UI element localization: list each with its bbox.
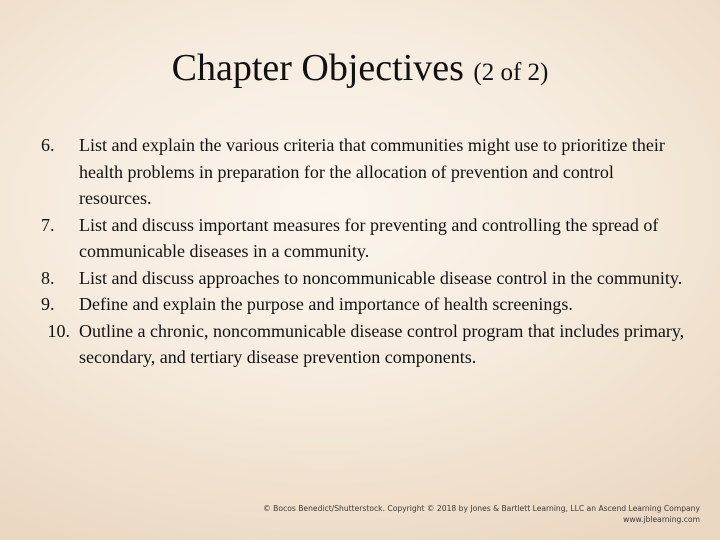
title-main: Chapter Objectives <box>171 47 464 89</box>
website-link[interactable]: www.jblearning.com <box>623 514 700 524</box>
objective-item <box>40 132 690 212</box>
objective-number: 6. <box>41 135 55 155</box>
objective-text: List and discuss important measures for preventing and controlling the spread of communicable diseases in a community. <box>79 214 659 261</box>
objective-number: 9. <box>41 294 55 314</box>
objective-text: List and explain the various criteria that communities might use to prioritize their health problems in preparation for the allocation of prevention and control resources. <box>79 135 665 208</box>
objective-item <box>40 291 690 318</box>
title-subtitle: (2 of 2) <box>473 59 549 86</box>
objective-number: 8. <box>41 267 55 288</box>
objective-number: 10. <box>47 320 70 341</box>
copyright-text: © Bocos Benedict/Shutterstock. Copyright © 2018 by Jones & Bartlett Learning, LLC an Ascend Learning Company <box>263 504 700 513</box>
objective-item <box>40 212 690 265</box>
objective-item <box>40 265 690 292</box>
objective-text: Define and explain the purpose and importance of health screenings. <box>79 294 573 314</box>
objectives-list <box>40 132 690 371</box>
page-title <box>0 44 720 97</box>
objective-text: Outline a chronic, noncommunicable disease control program that includes primary, secondary, and tertiary disease prevention components. <box>79 320 685 367</box>
objective-text: List and discuss approaches to noncommunicable disease control in the community. <box>79 267 683 288</box>
objective-item <box>40 318 690 371</box>
copyright-footer <box>263 504 700 525</box>
objective-number: 7. <box>41 214 55 235</box>
